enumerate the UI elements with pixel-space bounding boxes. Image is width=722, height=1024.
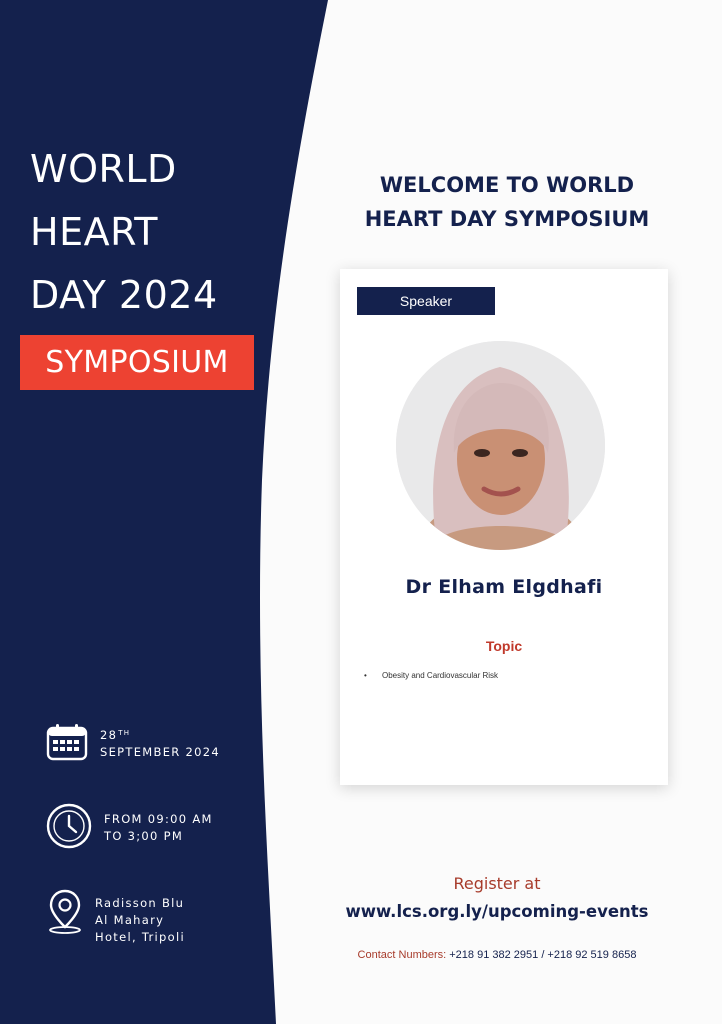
- speaker-name: Dr Elham Elgdhafi: [405, 576, 603, 598]
- location-pin-icon: [46, 887, 84, 935]
- title-line-1: WORLD: [30, 147, 177, 191]
- topic-bullet: •: [364, 671, 367, 680]
- venue-line-1: Radisson Blu: [95, 896, 185, 910]
- welcome-heading: [330, 168, 684, 236]
- event-date: [100, 727, 220, 761]
- topic-label: Topic: [485, 638, 523, 654]
- date-day: 28: [100, 728, 118, 742]
- speaker-portrait-icon: [396, 341, 605, 550]
- speaker-tag: Speaker: [357, 287, 495, 315]
- venue-line-2: Al Mahary: [95, 913, 165, 927]
- clock-icon: [46, 803, 92, 849]
- symposium-badge: SYMPOSIUM: [20, 335, 254, 390]
- topic-text: Obesity and Cardiovascular Risk: [382, 671, 499, 680]
- contact-label: Contact Numbers:: [357, 949, 447, 961]
- date-month-year: SEPTEMBER 2024: [100, 745, 220, 759]
- welcome-line-2: HEART DAY SYMPOSIUM: [364, 207, 650, 231]
- register-label: Register at: [453, 874, 541, 893]
- venue-line-3: Hotel, Tripoli: [95, 930, 185, 944]
- contact-values: +218 91 382 2951 / +218 92 519 8658: [446, 949, 637, 961]
- contact-numbers: [330, 949, 664, 961]
- registration-link[interactable]: www.lcs.org.ly/upcoming-events: [345, 902, 649, 921]
- date-suffix: TH: [118, 729, 131, 737]
- topic-item: [364, 671, 499, 680]
- title-line-2: HEART: [30, 210, 158, 254]
- title-line-3: DAY 2024: [30, 273, 218, 317]
- time-line-2: TO 3;00 PM: [104, 829, 184, 843]
- event-title: [30, 138, 218, 327]
- event-time: [104, 811, 213, 845]
- event-venue: [95, 895, 185, 946]
- welcome-line-1: WELCOME TO WORLD: [379, 173, 635, 197]
- speaker-card: [340, 269, 668, 785]
- speaker-photo: [396, 341, 605, 550]
- calendar-icon: [46, 723, 88, 761]
- time-line-1: FROM 09:00 AM: [104, 812, 213, 826]
